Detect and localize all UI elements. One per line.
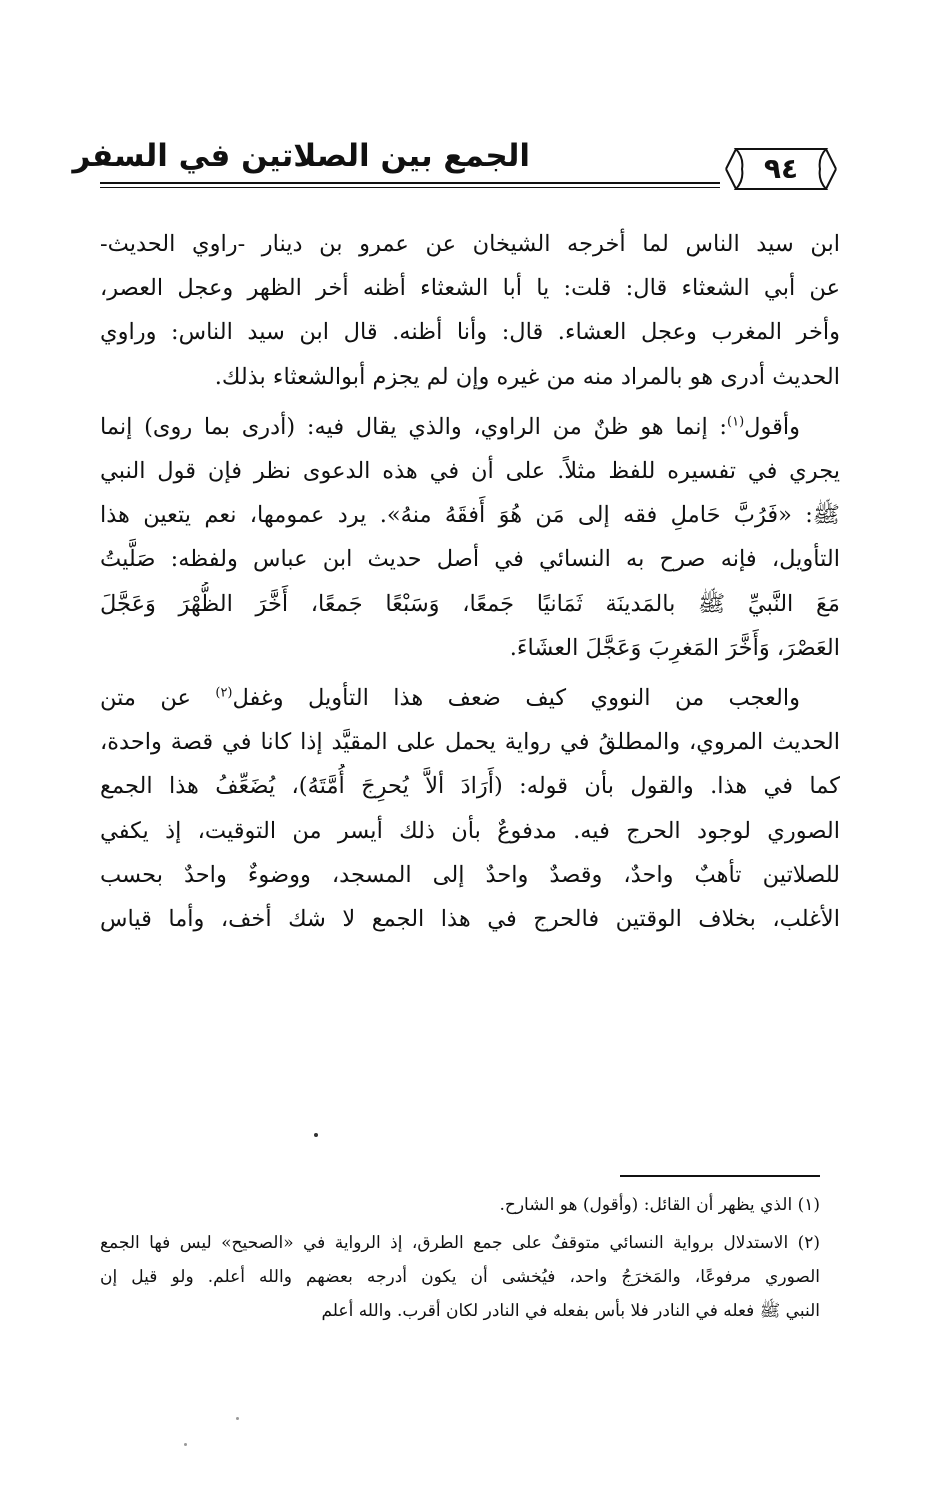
scan-speck bbox=[236, 1417, 239, 1420]
footnote-2 bbox=[100, 1226, 820, 1328]
paragraph-1 bbox=[100, 222, 840, 399]
text-line: التأويل، فإنه صرح به النسائي في أصل حديث ابن عباس ولفظه: صَلَّيتُ bbox=[100, 546, 840, 573]
text-line: كما في هذا. والقول بأن قوله: (أَرَادَ ألاَّ يُحرِجَ أُمَّتَهُ)، يُضَعِّفُ هذا الجمع bbox=[100, 773, 840, 800]
footnote-separator bbox=[620, 1175, 820, 1177]
text-line bbox=[100, 676, 840, 720]
header-rule bbox=[100, 182, 720, 184]
running-title: الجمع بين الصلاتين في السفر bbox=[72, 138, 530, 174]
text-line: الحديث المروي، والمطلقُ في رواية يحمل على المقيَّد إذا كانا في قصة واحدة، bbox=[100, 729, 840, 756]
text-line: وأخر المغرب وعجل العشاء. قال: وأنا أظنه. قال ابن سيد الناس: وراوي bbox=[100, 319, 840, 346]
text-line: الأغلب، بخلاف الوقتين فالحرج في هذا الجمع لا شك أخف، وأما قياس bbox=[100, 906, 840, 933]
text-segment: وأقول bbox=[744, 413, 800, 440]
footnote-1 bbox=[100, 1188, 820, 1222]
text-line: ﷺ: «فَرُبَّ حَاملِ فقه إلى مَن هُوَ أَفقَهُ منهُ». يرد عمومها، نعم يتعين هذا bbox=[100, 502, 840, 529]
footnote-ref-2[interactable]: (٢) bbox=[215, 685, 233, 701]
text-line: للصلاتين تأهبٌ واحدٌ، وقصدٌ واحدٌ إلى المسجد، ووضوءٌ واحدٌ بحسب bbox=[100, 861, 840, 888]
footnote-line: النبي ﷺ فعله في النادر فلا بأس بفعله في النادر لكان أقرب. والله أعلم bbox=[321, 1301, 820, 1321]
paragraph-2 bbox=[100, 405, 840, 670]
text-line: الحديث أدرى هو بالمراد منه من غيره وإن لم يجزم أبوالشعثاء بذلك. bbox=[214, 363, 840, 390]
ink-dot bbox=[314, 1133, 318, 1137]
scan-speck bbox=[184, 1443, 187, 1446]
page-header bbox=[72, 132, 840, 192]
text-segment: : إنما هو ظنٌ من الراوي، والذي يقال فيه: (أدرى بما روى) إنما bbox=[100, 413, 728, 440]
footnote-line: الصوري مرفوعًا، والمَخرَجُ واحد، فيُخشى أن يكون أدرجه بعضهم والله أعلم. ولو قيل إن bbox=[100, 1267, 820, 1287]
header-rule-thin bbox=[100, 187, 720, 188]
text-line: يجري في تفسيره للفظ مثلاً. على أن في هذه الدعوى نظر فإن قول النبي bbox=[100, 458, 840, 485]
page-number-frame bbox=[722, 146, 840, 192]
text-segment: والعجب من النووي كيف ضعف هذا التأويل وغفل bbox=[232, 685, 800, 712]
footnote-line: (٢) الاستدلال برواية النسائي متوقفٌ على جمع الطرق، إذ الرواية في «الصحيح» ليس فها الجمع bbox=[100, 1233, 820, 1253]
footnote-ref-1[interactable]: (١) bbox=[727, 414, 745, 430]
text-segment: عن متن bbox=[100, 685, 216, 712]
text-line bbox=[100, 405, 840, 449]
text-line: ابن سيد الناس لما أخرجه الشيخان عن عمرو بن دينار -راوي الحديث- bbox=[100, 231, 840, 257]
paragraph-3 bbox=[100, 676, 840, 941]
text-line: الصوري لوجود الحرج فيه. مدفوعٌ بأن ذلك أيسر من التوقيت، إذ يكفي bbox=[100, 817, 840, 844]
footnotes bbox=[100, 1188, 820, 1332]
text-line: العَصْرَ، وَأَخَّرَ المَغرِبَ وَعَجَّلَ العشَاءَ. bbox=[509, 634, 840, 661]
footnote-line: (١) الذي يظهر أن القائل: (وأقول) هو الشارح. bbox=[499, 1195, 820, 1215]
text-line: عن أبي الشعثاء قال: قلت: يا أبا الشعثاء أظنه أخر الظهر وعجل العصر، bbox=[100, 275, 840, 302]
main-text bbox=[100, 222, 840, 947]
text-line: مَعَ النَّبيِّ ﷺ بالمَدينَة ثَمَانيًا جَمعًا، وَسَبْعًا جَمعًا، أَخَّرَ الظُّهْرَ وَعَجَّلَ bbox=[100, 590, 840, 617]
page-number: ٩٤ bbox=[763, 152, 799, 185]
